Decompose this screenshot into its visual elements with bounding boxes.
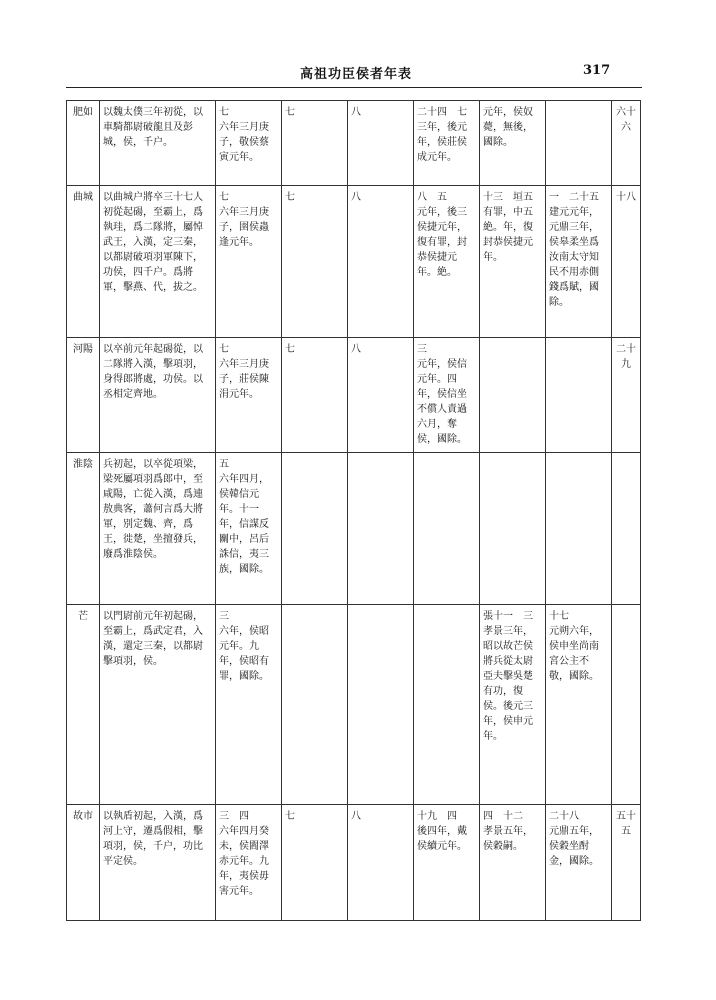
reign-cell: 五 六年四月，侯韓信元年。十一年，信謀反關中，呂后誅信，夷三族，國除。 (216, 453, 282, 605)
fief-name: 故市 (67, 805, 100, 921)
merit-cell: 以門尉前元年初起碭，至霸上，爲武定君，入漢，還定三秦，以都尉擊項羽，侯。 (100, 605, 216, 805)
rank-cell: 六十六 (612, 101, 641, 186)
fief-name: 肥如 (67, 101, 100, 186)
reign-cell: 張十一 三 孝景三年，昭以故芒侯將兵從太尉亞夫擊吳楚有功，復侯。後元三年，侯申元年。 (480, 605, 546, 805)
merit-cell: 以曲城户將卒三十七人初從起碭，至霸上，爲執珪，爲二隊將，屬悼武王，入漢，定三秦，以都尉破項羽軍陳下，功侯，四千户。爲將軍，擊燕、代，拔之。 (100, 186, 216, 338)
fief-name: 河陽 (67, 338, 100, 453)
reign-cell: 七 (282, 101, 348, 186)
reign-cell: 七 (282, 186, 348, 338)
reign-cell: 一 二十五 建元元年，元鼎三年，侯皋柔坐爲汝南太守知民不用赤側錢爲賦，國除。 (546, 186, 612, 338)
reign-cell (282, 453, 348, 605)
table-row (67, 605, 641, 805)
reign-cell (546, 453, 612, 605)
reign-cell: 八 (348, 186, 414, 338)
rank-cell (612, 605, 641, 805)
fief-name: 芒 (67, 605, 100, 805)
reign-cell: 七 六年三月庚子，敬侯蔡寅元年。 (216, 101, 282, 186)
reign-cell (480, 453, 546, 605)
reign-cell (414, 605, 480, 805)
table-row (67, 338, 641, 453)
merit-cell: 兵初起，以卒從項梁，梁死屬項羽爲郎中，至咸陽，亡從入漢，爲連敖典客，蕭何言爲大將軍，別定魏、齊，爲王，徙楚，坐擅發兵，廢爲淮陰侯。 (100, 453, 216, 605)
reign-cell (348, 453, 414, 605)
rank-cell (612, 453, 641, 605)
page-header (0, 0, 716, 100)
reign-cell (546, 338, 612, 453)
reign-cell: 二十四 七 三年，後元年，侯莊侯成元年。 (414, 101, 480, 186)
reign-cell: 二十八 元鼎五年，侯穀坐酎金，國除。 (546, 805, 612, 921)
reign-cell: 八 (348, 805, 414, 921)
table-row (67, 101, 641, 186)
page-title: 高祖功臣侯者年表 (300, 67, 413, 82)
merit-cell: 以魏太僕三年初從，以車騎都尉破龍且及彭城，侯，千户。 (100, 101, 216, 186)
merit-cell: 以執盾初起，入漢，爲河上守，遷爲假相，擊項羽，侯，千户，功比平定侯。 (100, 805, 216, 921)
marquis-table (66, 100, 641, 921)
reign-cell: 七 (282, 805, 348, 921)
table-row (67, 186, 641, 338)
page-number: 317 (583, 63, 611, 78)
reign-cell: 元年，侯奴薨，無後，國除。 (480, 101, 546, 186)
reign-cell (480, 338, 546, 453)
fief-name: 淮陰 (67, 453, 100, 605)
reign-cell: 三 六年，侯昭元年。九年，侯昭有罪，國除。 (216, 605, 282, 805)
header-rule (66, 87, 642, 88)
table-body (67, 101, 641, 921)
rank-cell: 二十九 (612, 338, 641, 453)
reign-cell (546, 101, 612, 186)
reign-cell: 八 (348, 101, 414, 186)
rank-cell: 十八 (612, 186, 641, 338)
reign-cell: 八 (348, 338, 414, 453)
reign-cell: 十九 四 後四年，戴侯續元年。 (414, 805, 480, 921)
reign-cell (348, 605, 414, 805)
fief-name: 曲城 (67, 186, 100, 338)
merit-cell: 以卒前元年起碭從，以二隊將入漢，擊項羽，身得郎將處，功侯。以丞相定齊地。 (100, 338, 216, 453)
reign-cell: 七 六年三月庚子，圉侯蟲逢元年。 (216, 186, 282, 338)
reign-cell: 三 元年，侯信元年。四年，侯信坐不償人責過六月，奪侯，國除。 (414, 338, 480, 453)
table-row (67, 805, 641, 921)
reign-cell: 十三 垣五 有罪，中五絶。年，復封恭侯捷元年。 (480, 186, 546, 338)
reign-cell: 三 四 六年四月癸未，侯閻澤赤元年。九年，夷侯毋害元年。 (216, 805, 282, 921)
reign-cell: 八 五 元年，後三侯捷元年，復有罪，封恭侯捷元年。絶。 (414, 186, 480, 338)
reign-cell: 七 (282, 338, 348, 453)
reign-cell (414, 453, 480, 605)
reign-cell (282, 605, 348, 805)
rank-cell: 五十五 (612, 805, 641, 921)
reign-cell: 四 十二 孝景五年，侯穀嗣。 (480, 805, 546, 921)
table-row (67, 453, 641, 605)
reign-cell: 十七 元朔六年，侯申坐尚南宮公主不敬，國除。 (546, 605, 612, 805)
reign-cell: 七 六年三月庚子，莊侯陳涓元年。 (216, 338, 282, 453)
